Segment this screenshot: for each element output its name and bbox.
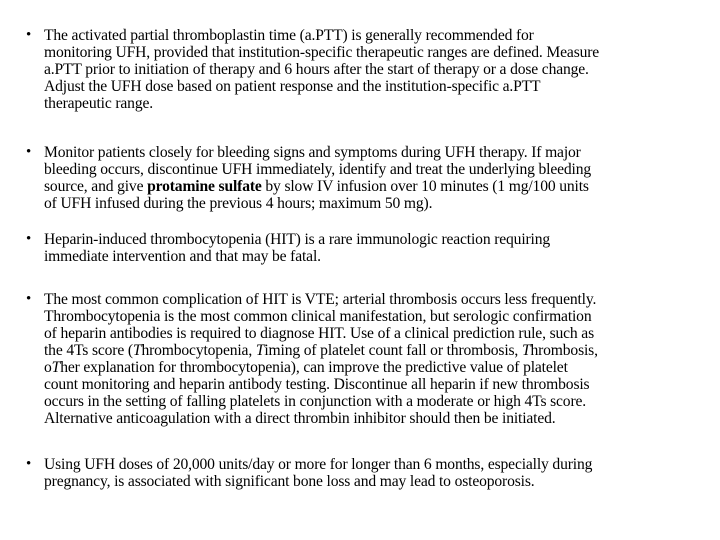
text-line <box>44 248 714 265</box>
text-run: immediate intervention and that may be fatal. <box>44 248 321 265</box>
text-line <box>44 291 714 308</box>
text-line <box>44 325 714 342</box>
text-run: Heparin-induced thrombocytopenia (HIT) is a rare immunologic reaction requiring <box>44 231 551 248</box>
text-run: Using UFH doses of 20,000 units/day or more for longer than 6 months, especially during <box>44 456 593 473</box>
text-run: by slow IV infusion over 10 minutes (1 mg/100 units <box>261 178 589 195</box>
text-run: pregnancy, is associated with significant bone loss and may lead to osteoporosis. <box>44 473 535 490</box>
bullet-text <box>44 456 714 490</box>
text-run: Adjust the UFH dose based on patient response and the institution-specific a.PTT <box>44 78 541 95</box>
text-run: bleeding occurs, discontinue UFH immediately, identify and treat the underlying bleeding <box>44 161 592 178</box>
bullet-icon: • <box>26 291 32 307</box>
italic-letter: T <box>51 359 61 376</box>
italic-letter: T <box>521 342 531 359</box>
italic-letter: T <box>255 342 265 359</box>
text-line <box>44 359 714 376</box>
text-run: therapeutic range. <box>44 95 153 112</box>
text-run: count monitoring and heparin antibody testing. Discontinue all heparin if new thrombosis <box>44 376 590 393</box>
text-run: iming of platelet count fall or thrombosis, <box>264 342 522 359</box>
bullet-text <box>44 27 714 112</box>
bullet-icon: • <box>26 27 32 43</box>
text-line <box>44 78 714 95</box>
text-line <box>44 161 714 178</box>
text-run: Monitor patients closely for bleeding signs and symptoms during UFH therapy. If major <box>44 144 581 161</box>
text-run: The most common complication of HIT is VTE; arterial thrombosis occurs less frequently. <box>44 291 597 308</box>
bullet-icon: • <box>26 231 32 247</box>
text-line <box>44 342 714 359</box>
text-line <box>44 144 714 161</box>
text-run: hrombocytopenia, <box>141 342 256 359</box>
text-line <box>44 95 714 112</box>
bullet-text <box>44 231 714 265</box>
text-line <box>44 456 714 473</box>
text-run: hrombosis, <box>530 342 598 359</box>
text-run: of UFH infused during the previous 4 hours; maximum 50 mg). <box>44 195 433 212</box>
text-line <box>44 61 714 78</box>
text-run: Alternative anticoagulation with a direct thrombin inhibitor should then be initiated. <box>44 410 556 427</box>
text-run: of heparin antibodies is required to diagnose HIT. Use of a clinical prediction rule, such as <box>44 325 594 342</box>
text-line <box>44 473 714 490</box>
bullet-icon: • <box>26 144 32 160</box>
text-run: the 4Ts score ( <box>44 342 133 359</box>
text-run: Thrombocytopenia is the most common clinical manifestation, but serologic confirmation <box>44 308 592 325</box>
text-line <box>44 231 714 248</box>
text-run: The activated partial thromboplastin time (a.PTT) is generally recommended for <box>44 27 534 44</box>
text-line <box>44 376 714 393</box>
text-line <box>44 410 714 427</box>
text-line <box>44 27 714 44</box>
italic-letter: T <box>132 342 142 359</box>
text-run: a.PTT prior to initiation of therapy and 6 hours after the start of therapy or a dose change. <box>44 61 589 78</box>
text-run: monitoring UFH, provided that institution-specific therapeutic ranges are defined. Measure <box>44 44 600 61</box>
text-run: source, and give <box>44 178 148 195</box>
text-run: occurs in the setting of falling platelets in conjunction with a moderate or high 4Ts score. <box>44 393 587 410</box>
text-line <box>44 393 714 410</box>
text-line <box>44 308 714 325</box>
text-line <box>44 195 714 212</box>
bullet-icon: • <box>26 456 32 472</box>
text-run: o <box>44 359 52 376</box>
text-line <box>44 178 714 195</box>
text-line <box>44 44 714 61</box>
bullet-text <box>44 144 714 212</box>
bullet-text <box>44 291 714 427</box>
bold-term: protamine sulfate <box>147 178 262 195</box>
text-run: her explanation for thrombocytopenia), can improve the predictive value of platelet <box>60 359 568 376</box>
